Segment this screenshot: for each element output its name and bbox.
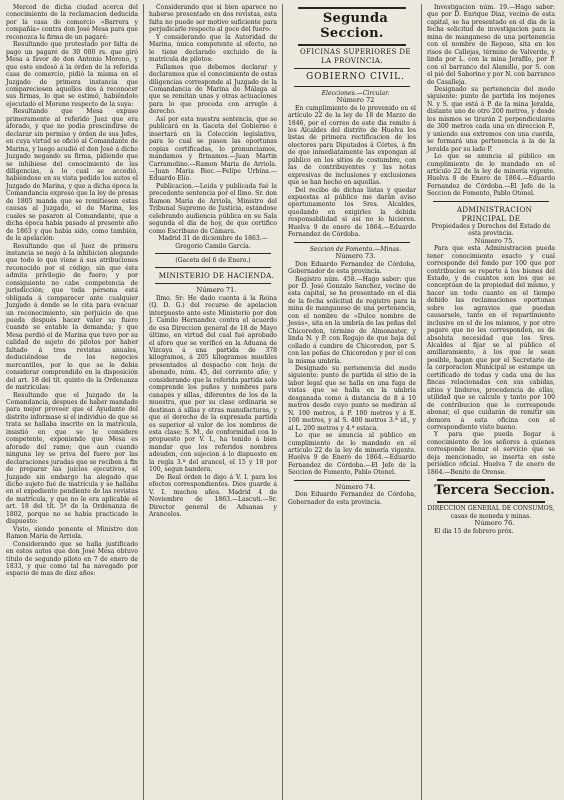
divider (294, 242, 410, 243)
paragraph: Y para que pueda llegar á conocimiento de los señores á quienes corresponde llenar el servicio que se deja mencionado, se inserta en este periódico oficial. Huelva 7 de enero de 1864.—Benito de Orense. (426, 431, 555, 476)
paragraph: Resultando que Mesa expuso primeramente al referido Juez que era aforado, y que no podia prescindirse de declarar sin permiso y órden de sus Jefes, en cuya virtud se ofició al Comandante de Marina, y luego acudió el don José á dicho Juzgado negando su firma, pidiendo que se inhibiese del conocimiento de las diligencias, á lo cual se accedió, habiéndose en su vista pedido los autos el Juzgado de Marina, y que a dicha época la Comandancia expresó que la ley de presas de 1805 manda que se remitiesen estas causas al Juzgado, el de Marina, los cuales se pasaron al Comandante, que a dicha época había pasado al presente año de 1863 y que había sido, como también, de la apelación: (6, 108, 138, 243)
paragraph: Fallamos que debemos declarar y declaramos que el conocimiento de estas diligencias corresponde al Juzgado de la Comandancia de Marina de Málaga al que se remitan unas y otras actuaciones para lo que proceda con arreglo á derecho. (148, 63, 277, 116)
decree-number: Número 73. (335, 252, 376, 261)
decree-number: Número 72 (336, 96, 375, 105)
divider (298, 7, 406, 9)
paragraph: Resultando que protestado por falta de pago un pagaré de 30 000 rs. que giró Mesa a favor de don Antonio Moreno, y que este endosó á la órden de la referida casa de comercio, pidió la misma en el Juzgado de primera instancia que compareciesen aquellos dos á reconocer sus firmas, lo que se estimó, habiéndolo ejecutado el Moreno respecto de la suya: (6, 41, 138, 108)
gazette-note: (Gaceta del 6 de Enero.) (175, 256, 251, 264)
paragraph: Investigacion núm. 19.—Hago saber: que por D. Enrique Diaz, vecino de esta capital, se ha presentado en el dia de la fecha solicitud de investigacion para la mina de manganeso de una pertenencia con el nombre de Reposo, sita en los risos de Callejas, término de Valverde, y linda por L. con la mina Jerafilo, por P. con el barranco del Alamillo, por S. con el pié del Saborino y por N. con barranco de Casalleja. (426, 4, 555, 86)
administration-subtitle: Propiedades y Derechos del Estado de esta provincia. (431, 222, 551, 238)
decree-number: Número 74. (335, 482, 376, 491)
section-title: Segunda Seccion. (320, 11, 389, 41)
paragraph: Registro núm. 458.—Hago saber: que por D. José Gonzalo Sanchez, vecino de esta capital, se ha presentado en el dia de la fecha solicitud de registro para la mina de manganeso de una pertenencia, con el nombre de «Dulce nombre de Jesús», sita en la umbría de las peñas del Chicoredon, término de Almonaster, y linda N. y P. con Regajo de que baja del collado á cumbre de Chicoredon, por S. con las peñas de Chicoredon y por el con la misma umbría. (287, 275, 416, 365)
fomento-heading: Seccion de Fomento.—Minas. (309, 245, 402, 253)
divider (298, 44, 406, 46)
paragraph: Merced de dicha ciudad acerca del conocimiento de la reclamacion deducida por la casa de comercio «Barrera y compañía» contra don José Mesa para que reconozca la firma de un pagaré: (6, 4, 138, 41)
paragraph: Ilmo. Sr: He dado cuenta á la Reina (Q. D. G.) del recurso de apelacion interpuesto ante este Ministerio por don J. Camilo Hernandez contra el acuerdo de esa Direccion general de 18 de Mayo último, en virtud del cual fué aprobado el aforo que se verificó en la Aduana de Vizcaya á una partida de 378 kilogramos, á 205 kilogramos muebles presentados al despacho con hoja de abonado, núm. 45, del corriente año; y considerando que la referida partida solo comprende los puños y nombres para canapés y sillas, diferentes de los de la muestra, que por su clase ordinaria se destinan á sillas y otras manufacturas, y que el derecho de la expresada partida es superior al valor de los nombres de esta clase; S. M., de conformidad con lo propuesto por V. I., ha tenido á bien mandar que los referidos nombres adeuden, con sujecion á lo dispuesto en la regla 3.ª del arancel, el 15 y 18 por 100, segun bandera. (148, 294, 277, 474)
paragraph: Don Eduardo Fernandez de Córdoba, Gobernador de esta provincia. (287, 491, 416, 506)
divider (155, 283, 271, 284)
ministry-title: MINISTERIO DE HACIENDA. (158, 271, 275, 281)
divider (155, 253, 271, 254)
government-title: GOBIERNO CIVIL. (306, 72, 405, 83)
divider (437, 479, 545, 481)
column-1 (4, 4, 143, 800)
paragraph: El dia 15 de febrero próx. (433, 527, 514, 535)
paragraph: Considerando que si bien aparece no haberse presentado en dos revistas, esta falta no puede ser motivo suficiente para perjudicarle respecto al goce del fuero: (148, 4, 277, 34)
section-title: Tercera Seccion. (434, 483, 555, 499)
paragraph: Y considerando que la Autoridad de Marina, única competente al efecto, no le tiene declarado excluido de la matrícula de pilotos: (148, 33, 277, 64)
column-4 (421, 4, 560, 800)
paragraph: Designado su pertenencia del modo siguiente: punto de partida el sitio de la labor legal que se halla en una fuga de vistas que se halla en la umbría desganada como á distancia de 8 á 10 metros desde cuyo punto se medirán al N. 100 metros, á P. 100 metros y á E. 100 metros, y al S. 400 metros 3.ª id., y al L. 200 metros y 4.ª estaca. (287, 365, 416, 432)
paragraph: Lo que se anuncia al público en cumplimiento de lo mandado en el artículo 22 de la ley de minería vigente. Huelva 9 de Enero de 1864.—Eduardo Fernandez de Córdoba.—El Jefe de la Seccion de Fomento, Pablo Otonel. (287, 432, 416, 477)
paragraph: En cumplimiento de lo prevenido en el artículo 22 de la ley de 18 de Marzo de 1846, por el correo de este dia remito á los Alcaldes del distrito de Huelva los listas de primera rectificacion de los electores para Diputados á Córtes, á fin de que inmediatamente las expongan al público en los sitios de costumbre, con las de contribuyentes y las notas expresivas de inclusiones y exclusiones que se han hecho en aquellas. (287, 104, 416, 187)
divider (294, 86, 410, 87)
column-2 (143, 4, 282, 800)
paragraph: Designado su pertenencia del modo siguiente: punto de partida los mojones N. y S. que está á P. de la mina Jeralda, distante uno de otro 200 metros, y desde los mismos se tirarán 2 perpendiculares de 300 metros cada una en direccion P., y uniendo sus extremos con una cuerda, se formará una pertenencia á la de la Jeralda por su lado P. (426, 85, 555, 153)
paragraph: De Real órden lo digo á V. I. para los efectos correspondientes. Dios guarde á V. I. muchos años. Madrid 4 de Noviembre de 1863.—Lascuti.—Sr. Director general de Aduanas y Aranceles. (148, 473, 277, 518)
divider (294, 480, 410, 481)
divider (437, 501, 545, 503)
signature-line: Madrid 31 de diciembre de 1863.—Gregorio Camilo García. (158, 235, 268, 250)
offices-title: OFICINAS SUPERIORES DE LA PROVINCIA. (300, 48, 411, 65)
paragraph: Don Eduardo Fernandez de Córdoba, Gobernador de esta provincia. (287, 260, 416, 276)
decree-number: Número 76. (474, 519, 515, 528)
decree-number: Número 71. (196, 286, 237, 295)
divider (294, 68, 410, 69)
paragraph: Visto, siendo ponente el Ministro don Ramon Maria de Arriola. (6, 525, 138, 541)
paragraph: Publicacion.—Leida y publicada fué la precedente sentencia por el Ilmo. Sr. don Ramon Maria de Arriola, Ministro del Tribunal Supremo de Justicia, estándose celebrando audiencia pública en su Sala segunda el dia de hoy, de que certifico como Escribano de Cámara. (148, 182, 277, 235)
column-3 (282, 4, 421, 800)
decree-number: Número 75. (474, 236, 515, 245)
paragraph: Así por esta nuestra sentencia, que se publicará en la Gaceta del Gobierno é insertará en la Colección legislativa, para lo cual se pasen las oportunas copias certificadas, lo pronunciamos, mandamos y firmamos.—Juan Martin Carramolino.—Ramon Maria de Arriola.—Juan Maria Biec.—Felipe Urbina.—Eduardo Elío. (148, 115, 277, 183)
paragraph: Resultando que el Juez de primera instancia se negó á la inhibicion alegando que todo lo que viene á sus atribuciones reconocido por el código, sin que ésta admita privilegio de fuero; y por consiguiente no cabe competencia de jurisdicción; que toda persona está obligada á comparecer ante cualquier Juzgado á donde se le cita para evacuar un reconocimiento, sin perjuicio de que pueda después hacer valer su fuero cuando se entable la demanda; y que Mesa perdió el de Marina que tuvo por su calidad de sujeto de pilotos por haber faltado á tres revistas anuales, deduciéndose de los negocios mercantiles, por lo que se le debía considerar comprendido en la disposición del art. 18 del tít. quinto de la Ordenanza de matrículas: (6, 242, 138, 392)
administration-title: ADMINISTRACION PRINCIPAL DE (456, 204, 533, 223)
paragraph: Del recibo de dichas listas y quedar expuestas al público me darán aviso oportunamente los Sres. Alcaldes, quedando en exigirles la debida responsabilidad si así no lo hicieren. Huelva 9 de enero de 1864.—Eduardo Fernandez de Córdoba. (287, 186, 416, 239)
direction-heading: DIRECCION GENERAL DE CONSUMOS, casas de moneda y minas. (427, 505, 555, 520)
paragraph: Resultando que el Juzgado de la Comandancia, despues de haber mandado para mejor proveer que el Ayudante del distrito informase si el individuo de que se trata se hallaba inscrito en la matrícula, insistió en que se le considere competente, exponiendo que Mesa es aforado del ramo; que aun cuando ninguna ley se priva del fuero por las declaraciones juradas que se reciben á fin de preparar las juicios ejecutivos, el Juzgado sin embargo ha alegado que dicho sujeto fué de matrícula y se hallaba en el expediente pendiente de las revistas de matrícula, y que no le era aplicable el art. 18 del tít. 5º de la Ordenanza de 1802, porque no se había practicado lo dispuesto: (6, 391, 138, 526)
elections-heading: Elecciones.—Circular. (321, 89, 390, 97)
divider (155, 267, 271, 268)
divider (433, 201, 549, 202)
paragraph: Considerando que se halla justificado en estos autos que don José Mesa obtuvo título de segundo piloto en 7 de enero de 1833, y que como tal ha navegado por espacio de mas de diez años: (6, 540, 138, 578)
paragraph: Lo que se anuncia al público en cumplimiento de lo mandado en el artículo 22 de la ley de minería vigente. Huelva 8 de Enero de 1864.—Eduardo Fernandez de Córdoba.—El Jefe de la Seccion de Fomento, Pablo Otonel. (426, 153, 555, 198)
paragraph: Para que esta Administracion pueda tener conocimiento exacto y cual corresponde del fondo por 100 que por contribucion se reparte á los bienes del Estado, y de cuantos son los que se conceptúan de la propiedad del mismo, y hacer un todo cuanto en el tiempo debido las reclamaciones oportunas sobre los agravios que puedan causarsele, tanto en el repartimiento inclusive en el de los mismos, y por otro pagare que no les corresponden, es de absoluta necesidad que los Sres. Alcaldes al fijar se al público el amillaramiento, á los que le sean posible, hagan que por el Secretario de la corporacion Municipal se estampe un certificado de todas y cada una de las fincas relacionadas con sus cabidas, sitios y linderos, procedencia de ellas, utilidad que se calcule y tanto por 100 de contribucion que le corresponde abonar, el que cuidarán de remitir sin demora á esta oficina con el correspondiente visto bueno. (426, 245, 555, 432)
